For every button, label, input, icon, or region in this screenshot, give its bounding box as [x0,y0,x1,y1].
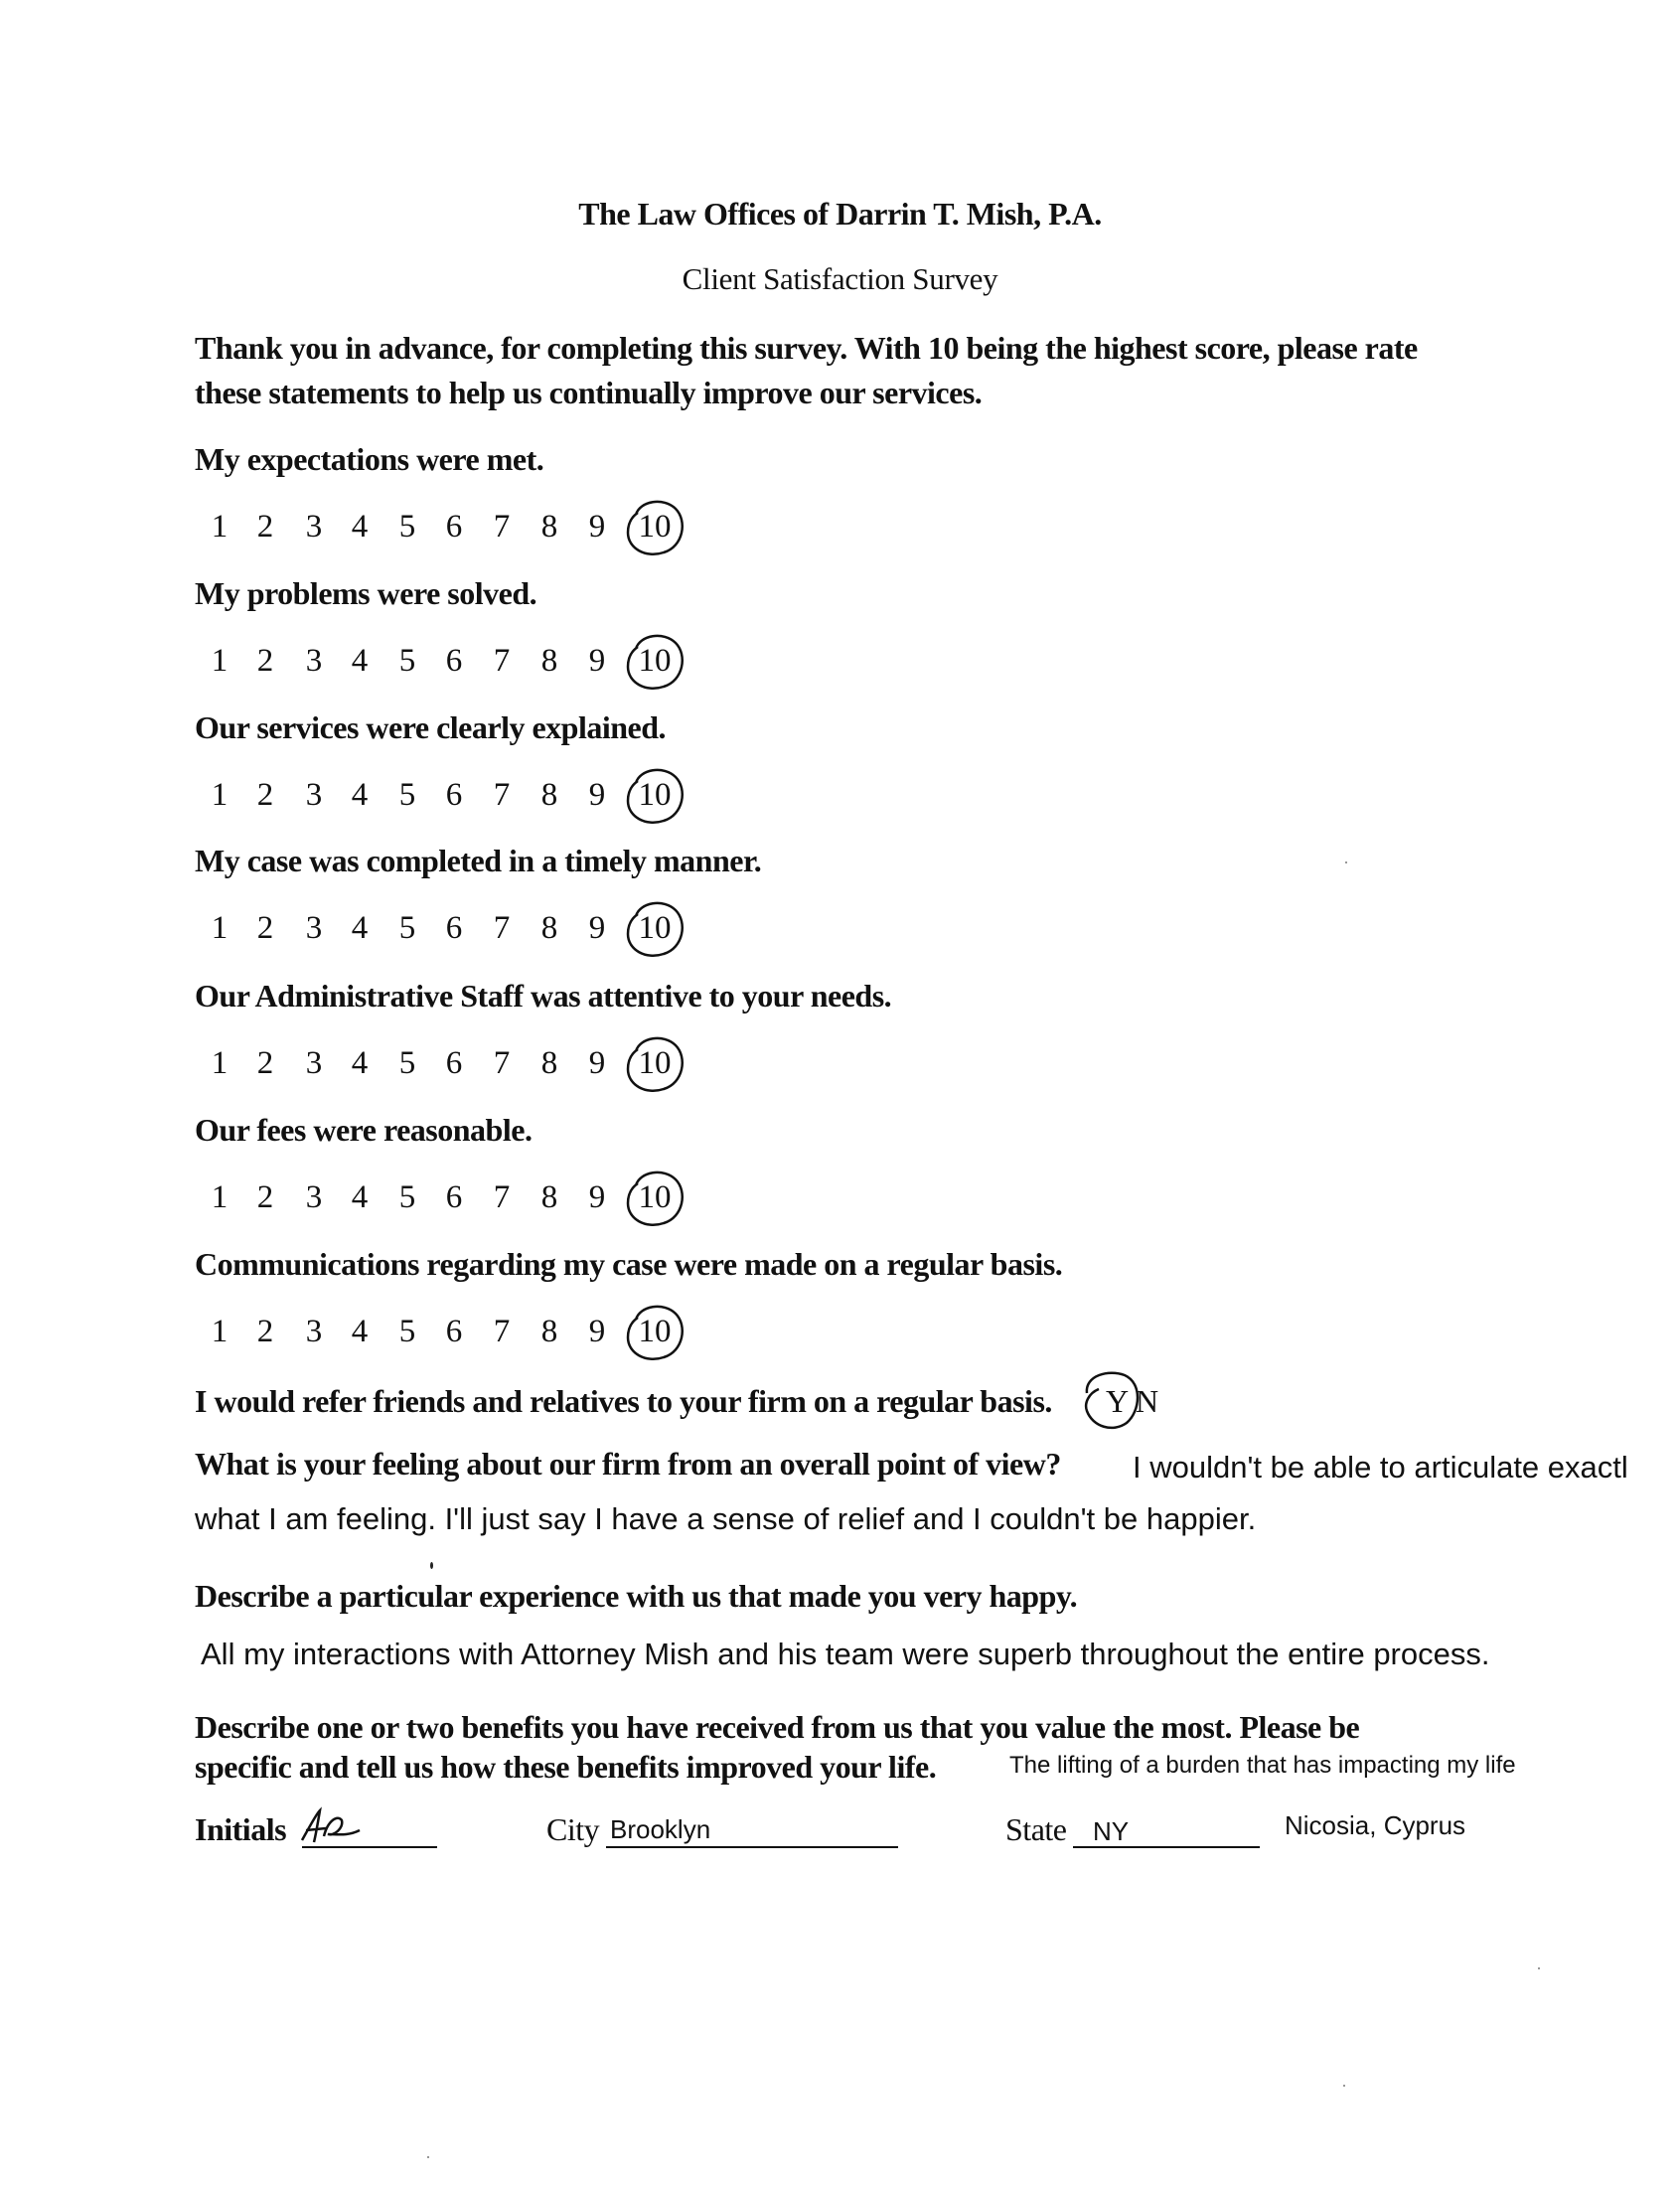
rating-scale [205,777,741,827]
refer-question-text: I would refer friends and relatives to your firm on a regular basis. [195,1383,1052,1419]
rating-option-7[interactable]: 7 [493,910,511,946]
experience-answer: All my interactions with Attorney Mish and his team were superb throughout the entire process. [201,1637,1490,1671]
rating-option-10[interactable]: 10 [638,1045,672,1081]
rating-option-3[interactable]: 3 [305,1179,323,1215]
rating-option-5[interactable]: 5 [398,643,416,679]
rating-option-2[interactable]: 2 [256,1179,274,1215]
rating-option-5[interactable]: 5 [398,1045,416,1081]
rating-scale [205,1179,741,1229]
rating-option-4[interactable]: 4 [351,777,369,813]
question-text: Our services were clearly explained. [195,709,667,745]
experience-question: Describe a particular experience with us that made you very happy. [195,1578,1078,1614]
city-line [606,1846,898,1848]
rating-option-3[interactable]: 3 [305,777,323,813]
rating-option-9[interactable]: 9 [588,1179,606,1215]
rating-option-2[interactable]: 2 [256,643,274,679]
rating-scale [205,643,741,693]
rating-option-3[interactable]: 3 [305,1314,323,1349]
rating-option-7[interactable]: 7 [493,777,511,813]
rating-option-2[interactable]: 2 [256,777,274,813]
overall-question: What is your feeling about our firm from an overall point of view? [195,1446,1061,1482]
question-text: Communications regarding my case were made on a regular basis. [195,1246,1063,1282]
rating-option-8[interactable]: 8 [540,643,558,679]
rating-option-7[interactable]: 7 [493,1045,511,1081]
rating-scale [205,1045,741,1095]
benefits-question-line-2: specific and tell us how these benefits improved your life. [195,1749,937,1785]
state-value[interactable]: NY [1093,1816,1130,1846]
location-note: Nicosia, Cyprus [1285,1810,1466,1840]
rating-option-9[interactable]: 9 [588,1314,606,1349]
rating-option-3[interactable]: 3 [305,910,323,946]
rating-option-3[interactable]: 3 [305,509,323,545]
benefits-question-line-1: Describe one or two benefits you have received from us that you value the most. Please be [195,1709,1360,1745]
rating-option-5[interactable]: 5 [398,1179,416,1215]
rating-scale [205,910,741,960]
rating-option-2[interactable]: 2 [256,509,274,545]
state-label: State [1005,1811,1067,1847]
overall-answer-line-1: I wouldn't be able to articulate exactl [1133,1450,1628,1485]
rating-option-8[interactable]: 8 [540,509,558,545]
rating-option-9[interactable]: 9 [588,509,606,545]
city-label: City [546,1811,600,1847]
rating-option-4[interactable]: 4 [351,910,369,946]
rating-option-7[interactable]: 7 [493,643,511,679]
rating-option-4[interactable]: 4 [351,1045,369,1081]
scan-speck [1345,861,1347,863]
rating-option-10[interactable]: 10 [638,1179,672,1215]
benefits-answer: The lifting of a burden that has impacting my life [1009,1752,1516,1779]
intro-line-1: Thank you in advance, for completing this survey. With 10 being the highest score, please rate [195,330,1418,366]
rating-option-6[interactable]: 6 [445,910,463,946]
initials-line [302,1846,437,1848]
question-text: My case was completed in a timely manner. [195,843,762,878]
rating-option-6[interactable]: 6 [445,509,463,545]
question-text: My expectations were met. [195,441,544,477]
scan-speck [427,2156,429,2158]
city-value[interactable]: Brooklyn [610,1814,711,1844]
rating-option-1[interactable]: 1 [211,1045,229,1081]
rating-option-8[interactable]: 8 [540,1314,558,1349]
rating-option-10[interactable]: 10 [638,777,672,813]
scan-speck [1343,2085,1345,2087]
refer-yes-option[interactable]: Y [1106,1383,1129,1419]
document-subtitle: Client Satisfaction Survey [682,261,998,296]
scan-speck [430,1562,433,1569]
rating-option-1[interactable]: 1 [211,509,229,545]
overall-answer-line-2: what I am feeling. I'll just say I have a sense of relief and I couldn't be happier. [195,1501,1257,1536]
rating-option-10[interactable]: 10 [638,509,672,545]
rating-option-5[interactable]: 5 [398,777,416,813]
rating-option-8[interactable]: 8 [540,777,558,813]
rating-option-7[interactable]: 7 [493,509,511,545]
rating-option-7[interactable]: 7 [493,1314,511,1349]
rating-option-3[interactable]: 3 [305,1045,323,1081]
initials-signature [298,1806,368,1850]
rating-option-8[interactable]: 8 [540,1179,558,1215]
rating-option-6[interactable]: 6 [445,1314,463,1349]
rating-option-1[interactable]: 1 [211,1314,229,1349]
rating-option-6[interactable]: 6 [445,643,463,679]
rating-option-4[interactable]: 4 [351,1179,369,1215]
rating-option-9[interactable]: 9 [588,1045,606,1081]
rating-option-5[interactable]: 5 [398,509,416,545]
rating-option-7[interactable]: 7 [493,1179,511,1215]
rating-option-1[interactable]: 1 [211,1179,229,1215]
question-text: Our Administrative Staff was attentive to your needs. [195,978,892,1014]
rating-scale [205,1314,741,1363]
refer-no-option[interactable]: N [1136,1383,1158,1419]
rating-option-6[interactable]: 6 [445,1045,463,1081]
rating-option-8[interactable]: 8 [540,910,558,946]
rating-option-6[interactable]: 6 [445,777,463,813]
question-text: My problems were solved. [195,575,537,611]
rating-option-4[interactable]: 4 [351,509,369,545]
rating-option-5[interactable]: 5 [398,910,416,946]
rating-option-10[interactable]: 10 [638,910,672,946]
rating-option-3[interactable]: 3 [305,643,323,679]
rating-option-5[interactable]: 5 [398,1314,416,1349]
rating-option-8[interactable]: 8 [540,1045,558,1081]
intro-line-2: these statements to help us continually improve our services. [195,375,983,410]
rating-option-9[interactable]: 9 [588,777,606,813]
rating-option-10[interactable]: 10 [638,643,672,679]
rating-option-1[interactable]: 1 [211,643,229,679]
rating-option-1[interactable]: 1 [211,777,229,813]
refer-question [195,1383,1052,1420]
rating-option-2[interactable]: 2 [256,1045,274,1081]
rating-option-2[interactable]: 2 [256,1314,274,1349]
rating-option-1[interactable]: 1 [211,910,229,946]
rating-option-9[interactable]: 9 [588,643,606,679]
rating-option-6[interactable]: 6 [445,1179,463,1215]
state-line [1073,1846,1260,1848]
rating-option-10[interactable]: 10 [638,1314,672,1349]
initials-label: Initials [195,1811,287,1847]
rating-option-2[interactable]: 2 [256,910,274,946]
rating-option-4[interactable]: 4 [351,643,369,679]
document-title: The Law Offices of Darrin T. Mish, P.A. [578,196,1102,232]
question-text: Our fees were reasonable. [195,1112,533,1148]
rating-option-4[interactable]: 4 [351,1314,369,1349]
rating-option-9[interactable]: 9 [588,910,606,946]
scan-speck [1538,1967,1540,1969]
rating-scale [205,509,741,558]
